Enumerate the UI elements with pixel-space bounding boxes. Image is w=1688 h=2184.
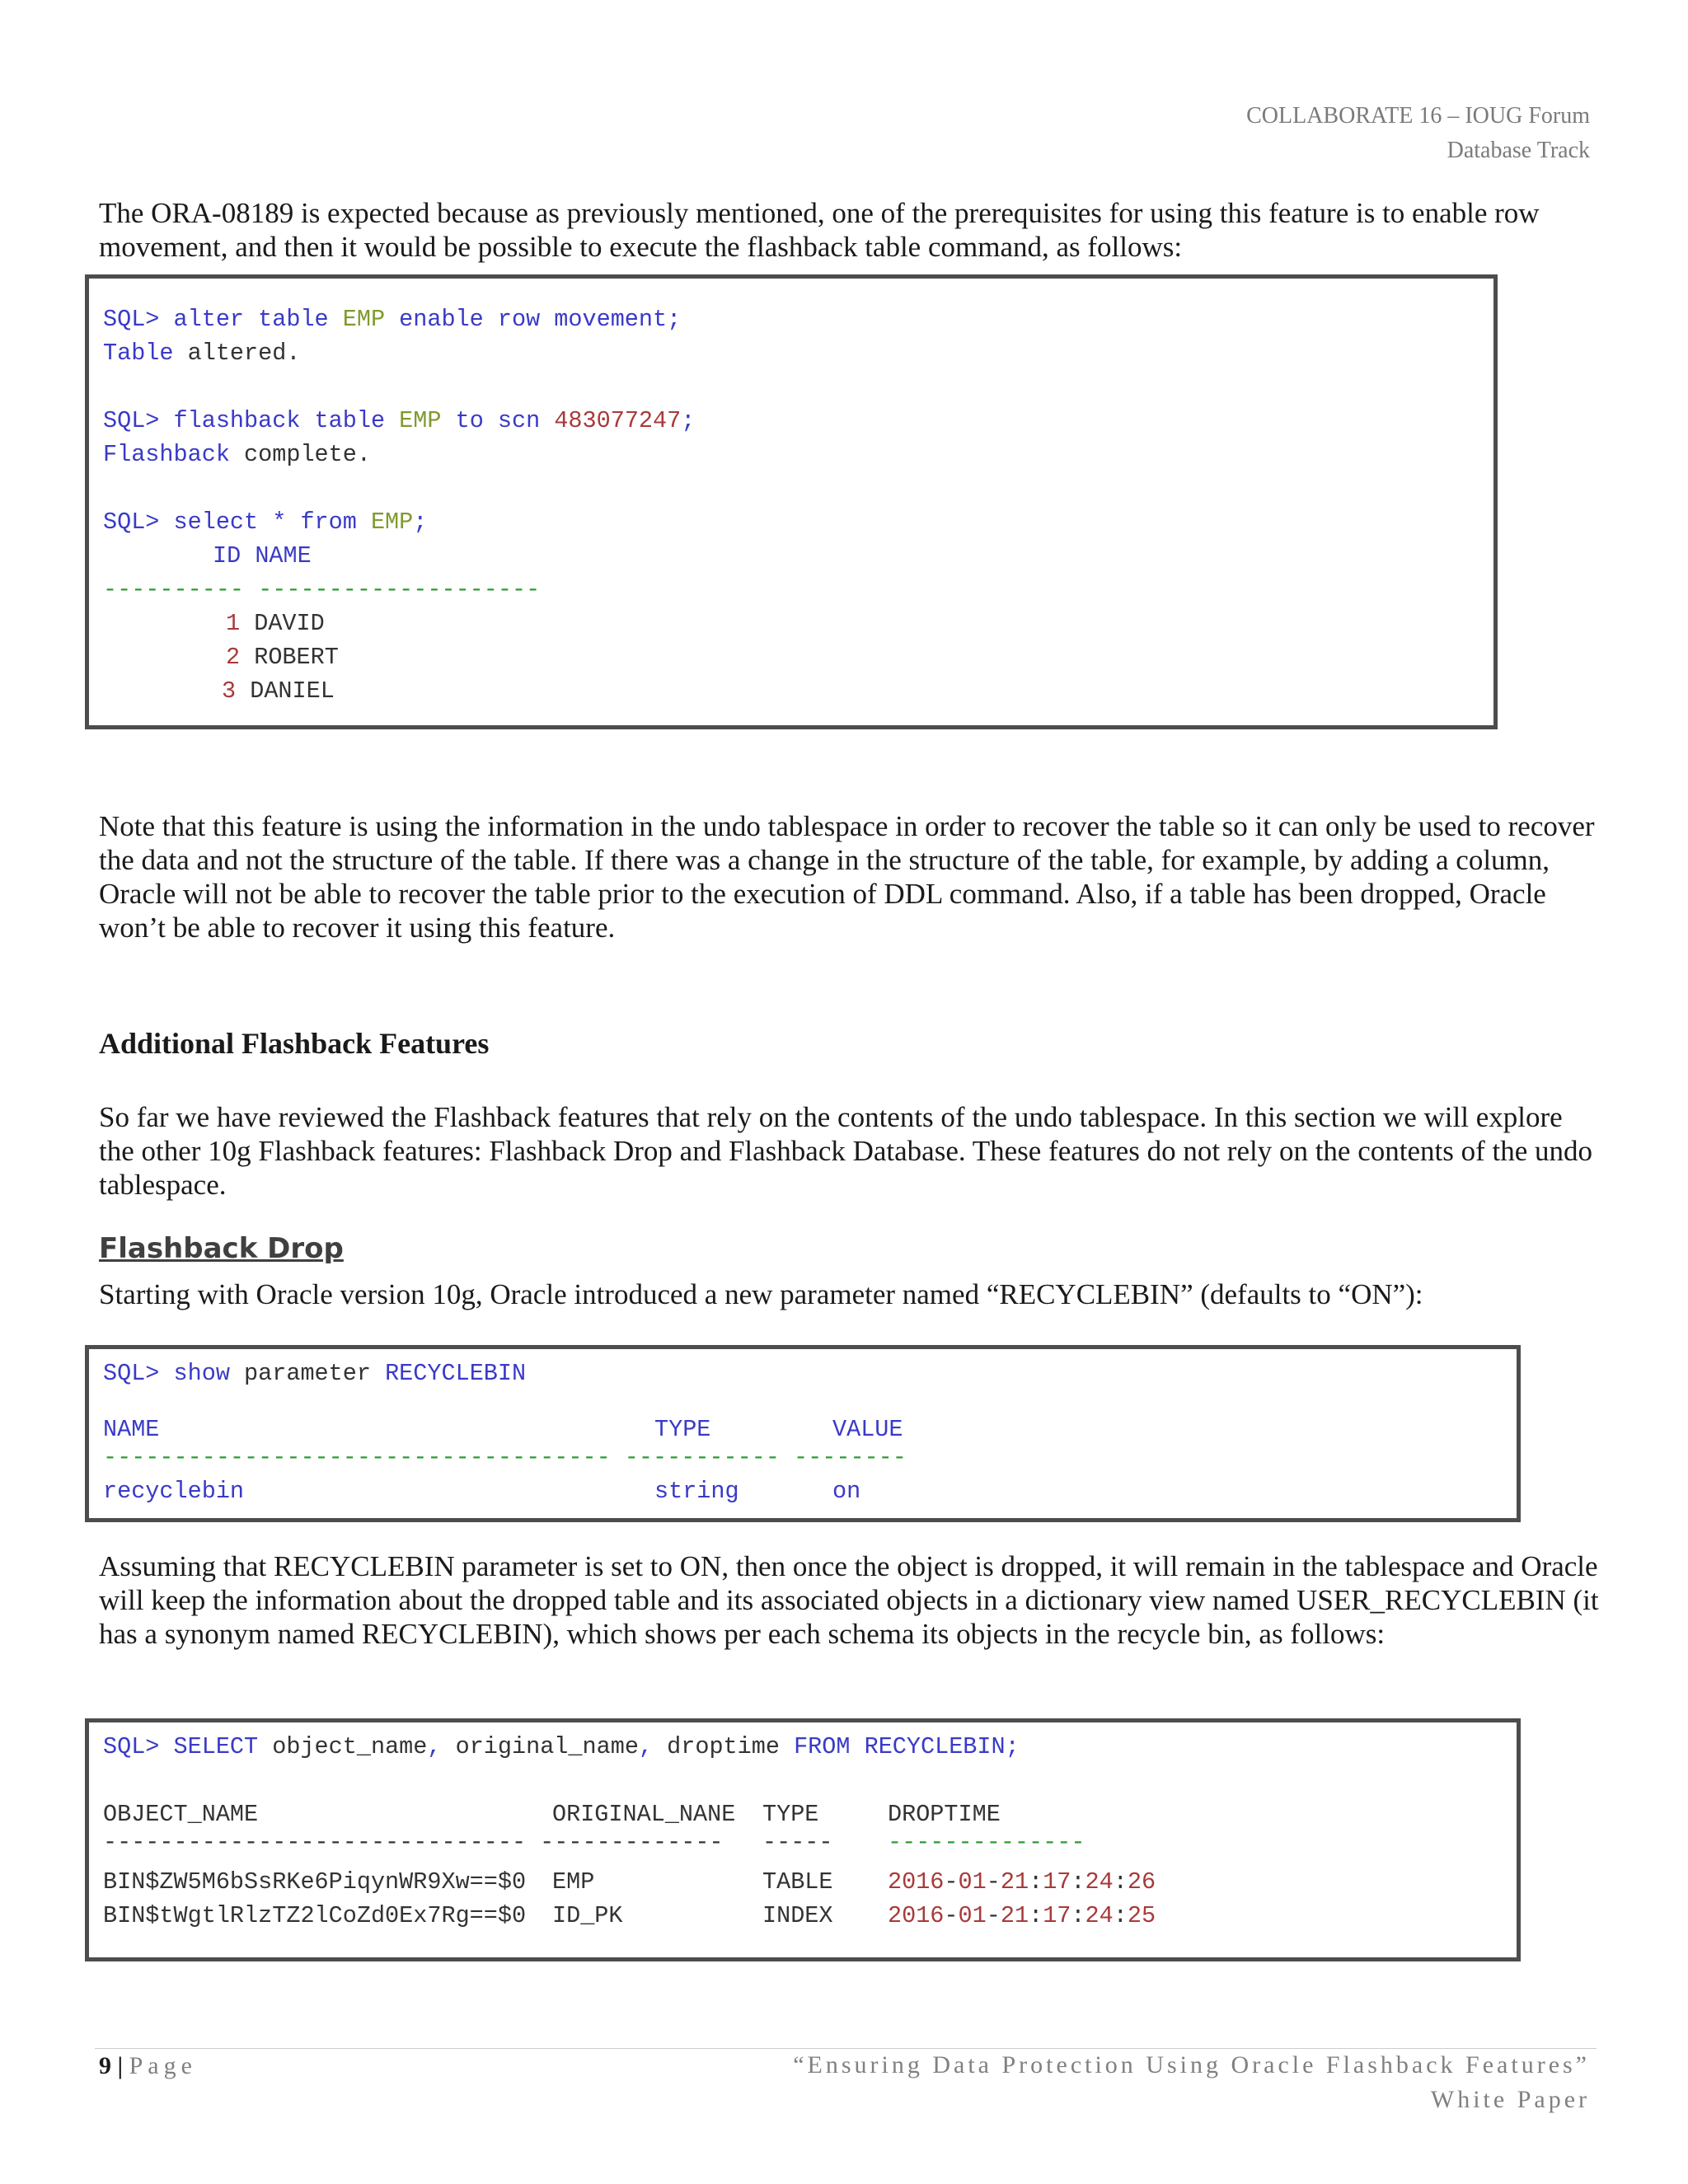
code-line: Table altered. (103, 340, 301, 367)
code-line: SQL> SELECT object_name, original_name, droptime FROM RECYCLEBIN; (103, 1733, 1020, 1760)
recyclebin-paragraph: Assuming that RECYCLEBIN parameter is set to ON, then once the object is dropped, it will remain in the tablespace and Oracle will keep the information about the dropped table and its associated objects in a dictionary view named USER_RECYCLEBIN (it has a synonym named RECYCLEBIN), which shows per each schema its objects in the recycle bin, as follows: (99, 1550, 1599, 1650)
code-line: SQL> show parameter RECYCLEBIN (103, 1360, 527, 1387)
section-heading: Additional Flashback Features (99, 1027, 490, 1060)
recyclebin-col-original-name: ORIGINAL_NANE (552, 1801, 736, 1828)
recyclebin-row-original-name: ID_PK (552, 1902, 623, 1929)
result-row: 2 ROBERT (226, 644, 339, 671)
recyclebin-row-object-name: BIN$ZW5M6bSsRKe6PiqynWR9Xw==$0 (103, 1868, 527, 1896)
param-col-name: NAME (103, 1416, 160, 1443)
recyclebin-row-type: TABLE (762, 1868, 833, 1896)
recyclebin-divider: ----- (762, 1829, 833, 1856)
recyclebin-col-object-name: OBJECT_NAME (103, 1801, 259, 1828)
subsection-heading: Flashback Drop (99, 1232, 344, 1265)
recyclebin-row-type: INDEX (762, 1902, 833, 1929)
result-row: 1 DAVID (226, 610, 325, 637)
recyclebin-row-droptime: 2016-01-21:17:24:26 (888, 1868, 1156, 1896)
recyclebin-divider: -------------- (888, 1829, 1085, 1856)
page-header (1246, 99, 1590, 168)
recyclebin-col-type: TYPE (762, 1801, 819, 1828)
result-row: 3 DANIEL (222, 677, 335, 705)
recyclebin-row-object-name: BIN$tWgtlRlzTZ2lCoZd0Ex7Rg==$0 (103, 1902, 527, 1929)
code-line: SQL> flashback table EMP to scn 483077247; (103, 407, 696, 434)
footer-document-type: White Paper (1430, 2086, 1590, 2113)
page-number: 9 (99, 2052, 111, 2079)
result-divider: ---------- -------------------- (103, 576, 541, 603)
intro-paragraph: The ORA-08189 is expected because as previously mentioned, one of the prerequisites for using this feature is to enable row movement, and then it would be possible to execute the flashback table command, as follows: (99, 197, 1540, 263)
footer-document-title: “Ensuring Data Protection Using Oracle Flashback Features” (793, 2051, 1590, 2079)
recyclebin-col-droptime: DROPTIME (888, 1801, 1001, 1828)
page-label: Page (129, 2052, 197, 2079)
param-col-value: VALUE (832, 1416, 903, 1443)
param-value-name: recyclebin (103, 1478, 245, 1505)
param-col-type: TYPE (654, 1416, 711, 1443)
header-line-2: Database Track (1447, 138, 1590, 163)
code-block-flashback-table (85, 274, 1498, 729)
recyclebin-divider: ------------------------------ ------------- (103, 1829, 724, 1856)
code-line: Flashback complete. (103, 441, 371, 468)
subsection-paragraph: Starting with Oracle version 10g, Oracle introduced a new parameter named “RECYCLEBIN” (defaults to “ON”): (99, 1278, 1423, 1310)
code-block-show-parameter (85, 1345, 1521, 1522)
page-separator: | (117, 2052, 124, 2079)
result-header: ID NAME (213, 542, 312, 569)
code-line: SQL> alter table EMP enable row movement; (103, 306, 682, 333)
code-line: SQL> select * from EMP; (103, 509, 428, 536)
recyclebin-row-original-name: EMP (552, 1868, 595, 1896)
param-value-value: on (832, 1478, 861, 1505)
param-divider: ------------------------------------ ----------- -------- (103, 1444, 907, 1471)
header-line-1: COLLABORATE 16 – IOUG Forum (1246, 103, 1590, 129)
footer-title (793, 2048, 1590, 2117)
note-paragraph: Note that this feature is using the information in the undo tablespace in order to recover the table so it can only be used to recover the data and not the structure of the table. If there was a change in the structure of the table, for example, by adding a column, Oracle will not be able to recover the table prior to the execution of DDL command. Also, if a table has been dropped, Oracle won’t be able to recover it using this feature. (99, 810, 1595, 944)
code-block-recyclebin-query (85, 1718, 1521, 1961)
param-value-type: string (654, 1478, 739, 1505)
section-paragraph: So far we have reviewed the Flashback features that rely on the contents of the undo tablespace. In this section we will explore the other 10g Flashback features: Flashback Drop and Flashback Database. These features do not rely on the contents of the undo tablespace. (99, 1101, 1593, 1201)
recyclebin-row-droptime: 2016-01-21:17:24:25 (888, 1902, 1156, 1929)
footer-page-number (99, 2048, 197, 2084)
